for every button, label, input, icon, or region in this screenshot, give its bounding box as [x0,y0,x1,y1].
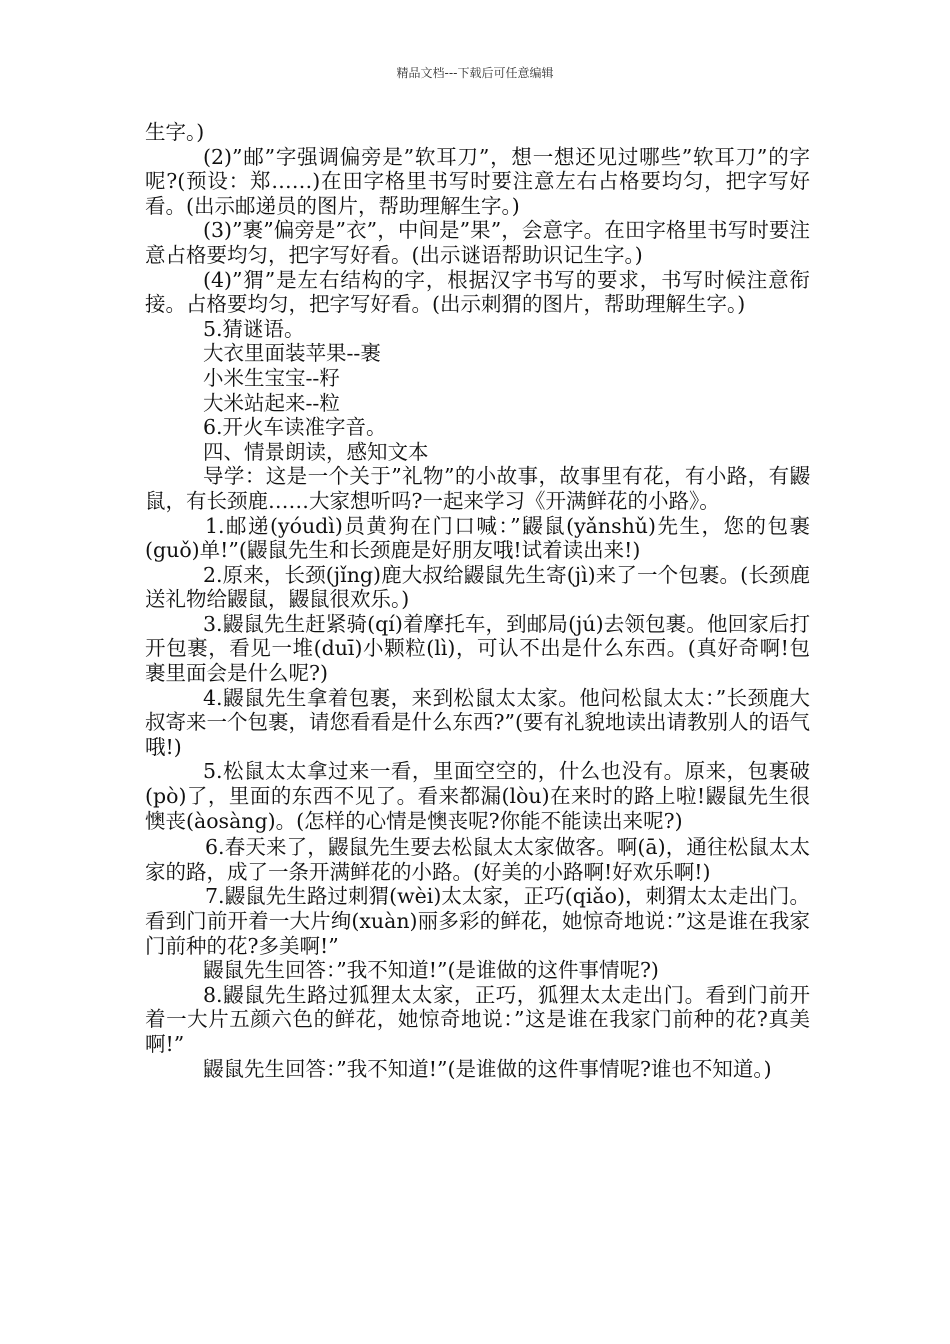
paragraph-14: 4.鼹鼠先生拿着包裹，来到松鼠太太家。他问松鼠太太：”长颈鹿大叔寄来一个包裹，请您看看是什么东西?”(要有礼貌地读出请教别人的语气哦!) [145,685,810,759]
riddle-3: 大米站起来--粒 [203,390,340,415]
paragraph-18: 鼹鼠先生回答：”我不知道!”(是谁做的这件事情呢?) [203,958,659,983]
paragraph-15: 5.松鼠太太拿过来一看，里面空空的，什么也没有。原来，包裹破(pò)了，里面的东西不见了。看来都漏(lòu)在来时的路上啦!鼹鼠先生很懊丧(àosàng)。(怎样的心情是懊丧呢?你能不能读出来呢?) [145,759,810,833]
riddle-1: 大衣里面装苹果--裹 [203,341,381,366]
page-header: 精品文档---下载后可任意编辑 [396,66,554,80]
paragraph-13: 3.鼹鼠先生赶紧骑(qí)着摩托车，到邮局(jú)去领包裹。他回家后打开包裹，看见一堆(duī)小颗粒(lì)，可认不出是什么东西。(真好奇啊!包裹里面会是什么呢?) [145,611,810,686]
section-heading: 四、情景朗读，感知文本 [203,439,429,464]
paragraph-4: 5.猜谜语。 [203,316,305,341]
paragraph-0: 生字。) [145,120,205,144]
paragraph-19: 8.鼹鼠先生路过狐狸太太家，正巧，狐狸太太走出门。看到门前开着一大片五颜六色的鲜花，她惊奇地说：”这是谁在我家门前种的花?真美啊!” [145,982,810,1056]
paragraph-12: 2.原来，长颈(jǐng)鹿大叔给鼹鼠先生寄(jì)来了一个包裹。(长颈鹿送礼物给鼹鼠，鼹鼠很欢乐。) [145,562,810,612]
paragraph-2: (3)”裹”偏旁是”衣”，中间是”果”，会意字。在田字格里书写时要注意占格要均匀，把字写好看。(出示谜语帮助识记生字。) [145,218,810,267]
document-body [145,120,810,1081]
paragraph-8: 6.开火车读准字音。 [203,415,387,440]
paragraph-11: 1.邮递(yóudì)员黄狗在门口喊：”鼹鼠(yǎnshǔ)先生，您的包裹(guǒ)单!”(鼹鼠先生和长颈鹿是好朋友哦!试着读出来!) [145,513,810,563]
paragraph-10: 导学：这是一个关于”礼物”的小故事，故事里有花，有小路，有鼹鼠，有长颈鹿……大家想听吗?一起来学习《开满鲜花的小路》。 [145,464,810,513]
paragraph-20: 鼹鼠先生回答：”我不知道!”(是谁做的这件事情呢?谁也不知道。) [203,1056,772,1081]
paragraph-17: 7.鼹鼠先生路过刺猬(wèi)太太家，正巧(qiǎo)，刺猬太太走出门。看到门前开着一大片绚(xuàn)丽多彩的鲜花，她惊奇地说：”这是谁在我家门前种的花?多美啊!” [145,884,810,958]
riddle-2: 小米生宝宝--籽 [203,365,340,390]
paragraph-3: (4)”猬”是左右结构的字，根据汉字书写的要求，书写时候注意衔接。占格要均匀，把字写好看。(出示刺猬的图片，帮助理解生字。) [145,267,810,317]
paragraph-16: 6.春天来了，鼹鼠先生要去松鼠太太家做客。啊(ā)，通往松鼠太太家的路，成了一条开满鲜花的小路。(好美的小路啊!好欢乐啊!) [145,835,810,884]
paragraph-1: (2)”邮”字强调偏旁是”软耳刀”，想一想还见过哪些”软耳刀”的字呢?(预设：郑……)在田字格里书写时要注意左右占格要均匀，把字写好看。(出示邮递员的图片，帮助理解生字。) [145,144,810,218]
